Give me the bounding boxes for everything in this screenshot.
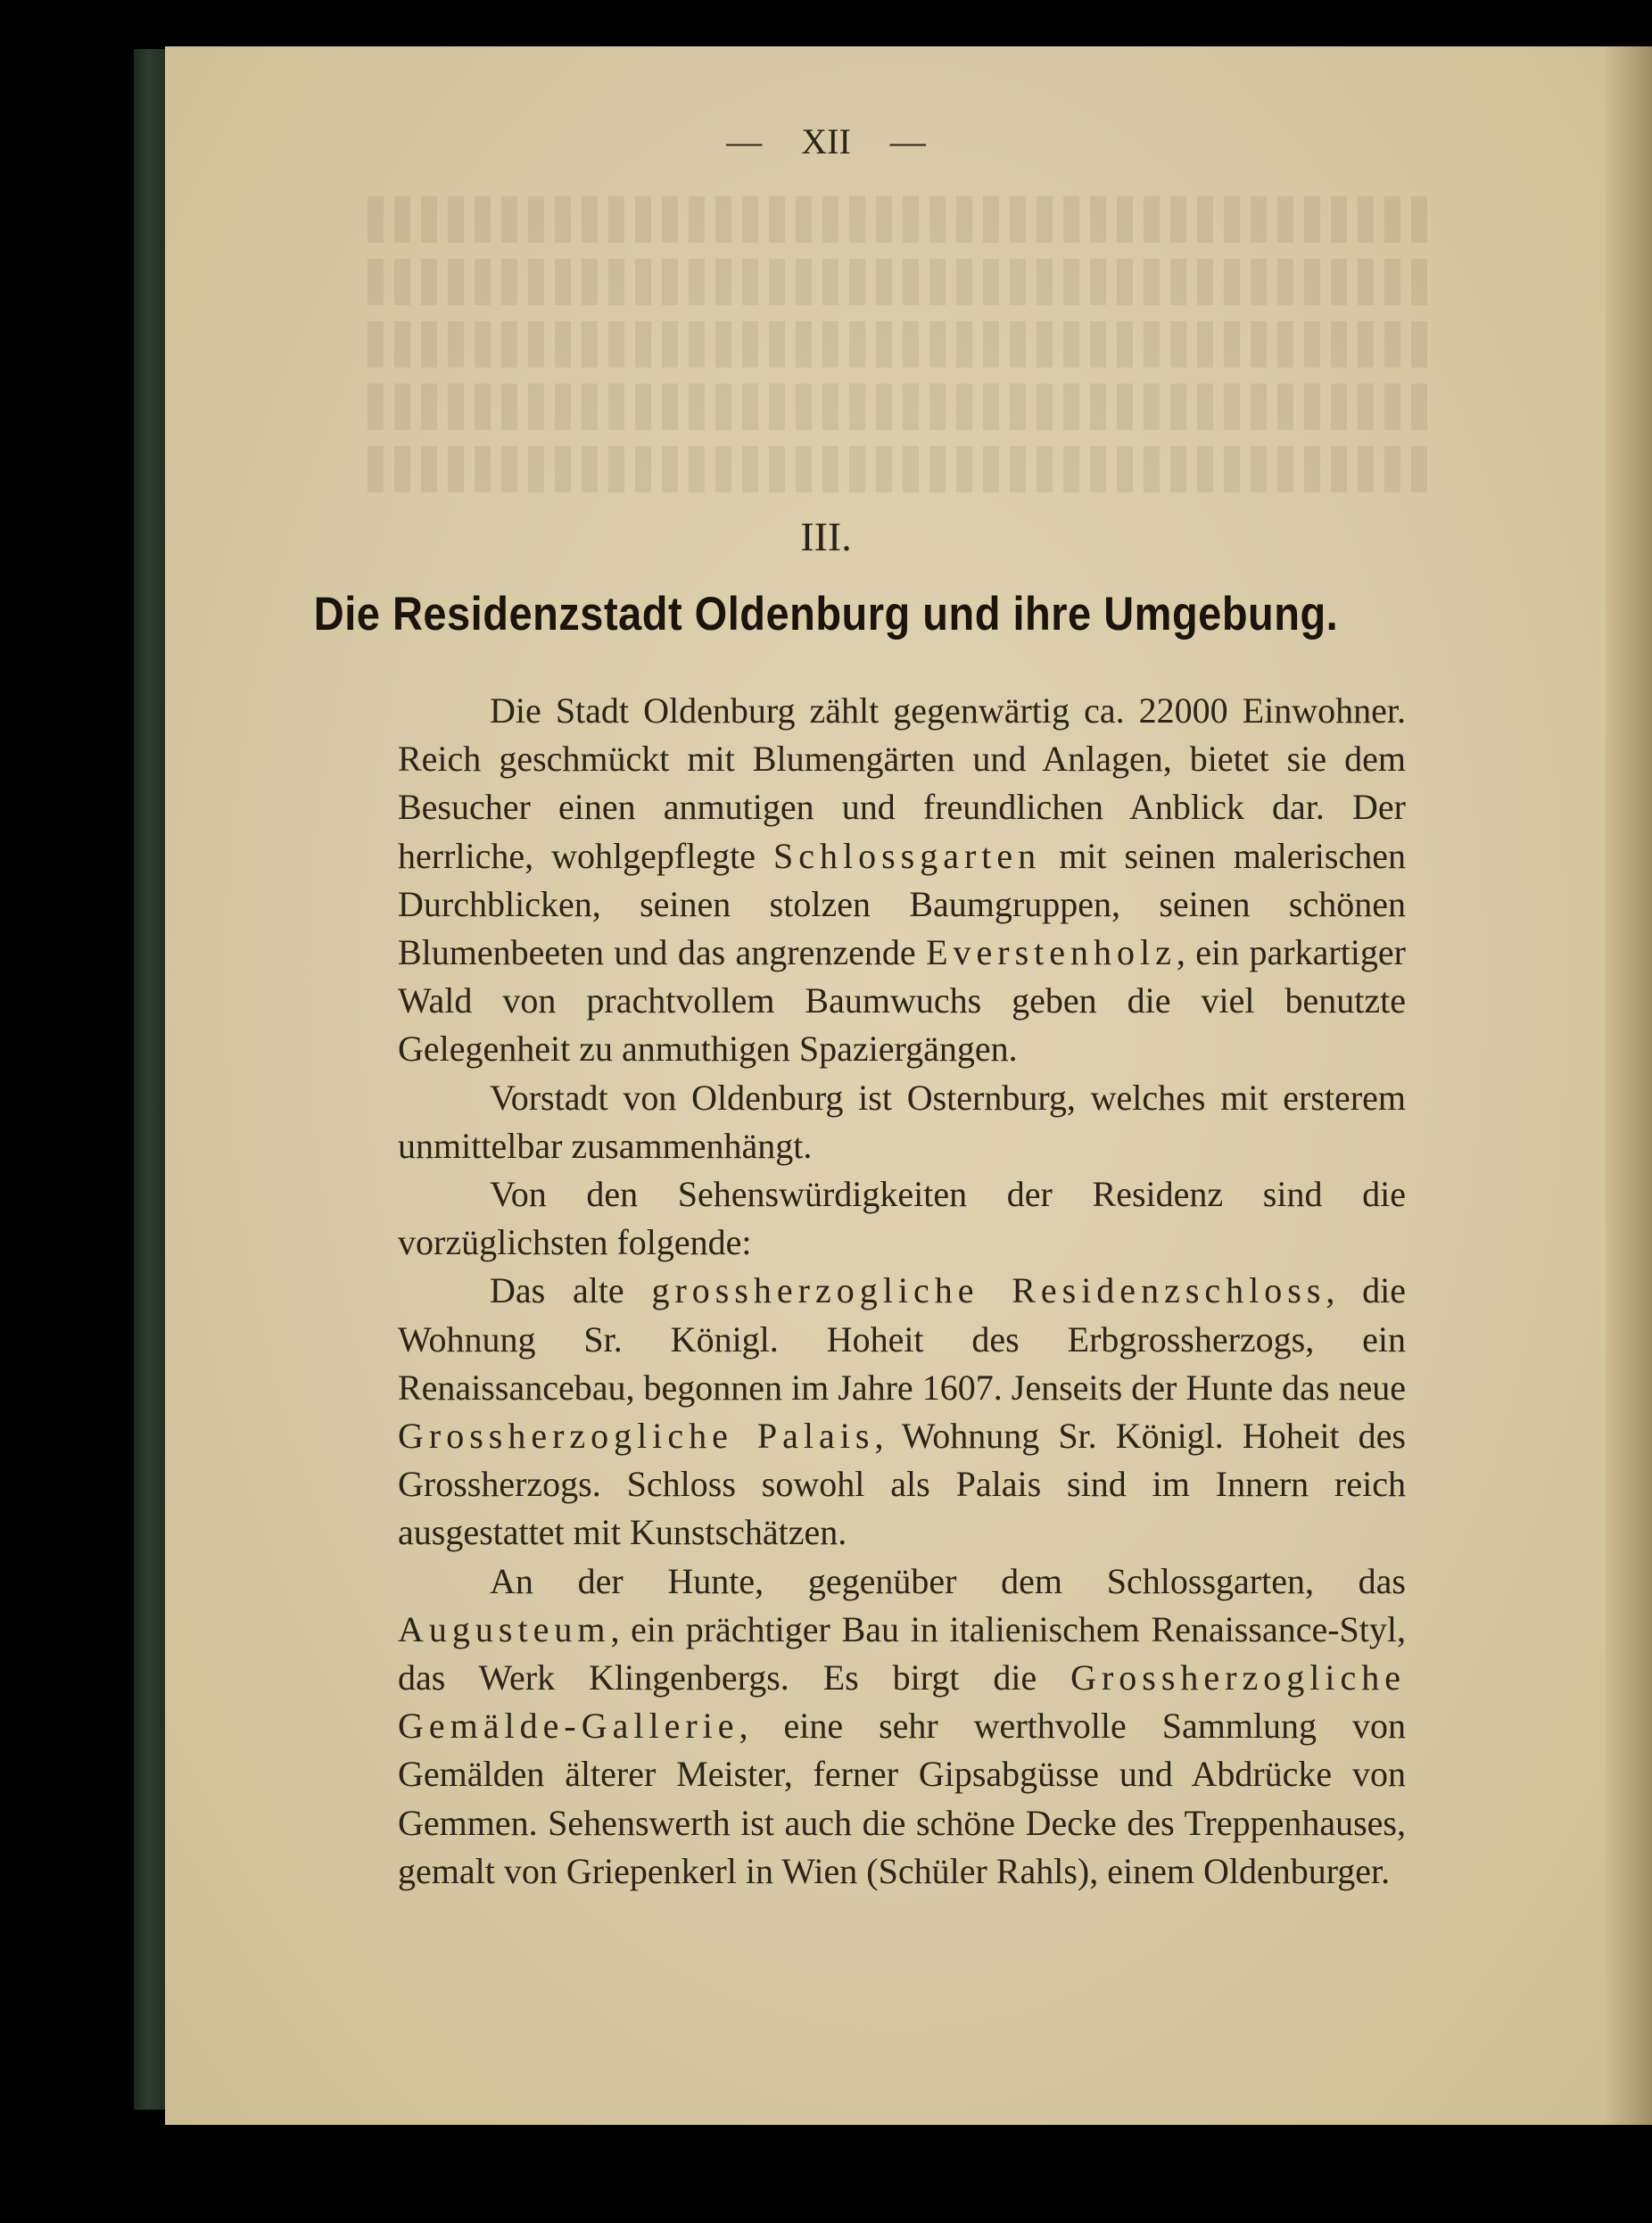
spaced-term: Everstenholz (926, 932, 1177, 973)
spaced-term: grossherzogliche Residenzschloss (651, 1270, 1326, 1311)
text-run: Von den Sehenswürdigkeiten der Residenz sind die vorzüglichsten folgende: (398, 1174, 1406, 1263)
spaced-term: Augusteum (398, 1608, 611, 1649)
page-edge (1606, 46, 1652, 2125)
text-run: , Wohnung Sr. Königl. Hoheit des Grossherzogs. Schloss sowohl als Palais sind im Innern reich ausgestattet mit Kunstschätzen. (398, 1416, 1406, 1553)
body-text (398, 687, 1406, 1896)
chapter-title: Die Residenzstadt Oldenburg und ihre Umgebung. (313, 586, 1339, 640)
paragraph (398, 1074, 1406, 1170)
dash-right: — (889, 121, 926, 161)
chapter-number: III. (800, 514, 852, 559)
book-spine (134, 49, 169, 2110)
text-run: Die Stadt Oldenburg zählt gegenwärtig ca. 22000 Einwohner. Reich geschmückt mit Blumengärten und Anlagen, bietet sie dem Besucher einen anmutigen und freundlichen Anblick dar. Der herrliche, wohlgepflegte (398, 690, 1406, 876)
dash-left: — (726, 121, 763, 161)
paragraph (398, 1558, 1406, 1896)
spaced-term: Schlossgarten (772, 835, 1042, 876)
page-number: XII (801, 121, 851, 161)
text-run: , die Wohnung Sr. Königl. Hoheit des Erbgrossherzogs, ein Renaissancebau, begonnen im Jahre 1607. Jenseits der Hunte das neue (398, 1270, 1406, 1408)
paragraph (398, 1267, 1406, 1557)
text-run: An der Hunte, gegenüber dem Schlossgarten, das (490, 1560, 1406, 1601)
text-run: mit seinen malerischen Durchblicken, seinen stolzen Baumgruppen, seinen schönen Blumenbeeten und das angrenzende (398, 835, 1406, 973)
paragraph (398, 687, 1406, 1074)
text-run: , eine sehr werthvolle Sammlung von Gemälden älterer Meister, ferner Gipsabgüsse und Abdrücke von Gemmen. Sehenswerth ist auch die schöne Decke des Treppenhauses, gemalt von Griepenkerl in Wien (Schüler Rahls), einem Oldenburger. (398, 1706, 1406, 1891)
running-head (0, 120, 1652, 162)
text-run: , ein prächtiger Bau in italienischem Renaissance-Styl, das Werk Klingenbergs. Es birgt die (398, 1608, 1406, 1698)
spaced-term: Grossherzogliche Gemälde-Gallerie (398, 1657, 1406, 1747)
paragraph (398, 1170, 1406, 1267)
text-run: Das alte (490, 1270, 652, 1311)
bleed-through-text (357, 196, 1427, 500)
text-run: Vorstadt von Oldenburg ist Osternburg, welches mit ersterem unmittelbar zusammenhängt. (398, 1077, 1406, 1166)
text-run: , ein parkartiger Wald von prachtvollem Baumwuchs geben die viel benutzte Gelegenheit zu anmuthigen Spaziergängen. (398, 932, 1406, 1070)
spaced-term: Grossherzogliche Palais (398, 1416, 875, 1457)
